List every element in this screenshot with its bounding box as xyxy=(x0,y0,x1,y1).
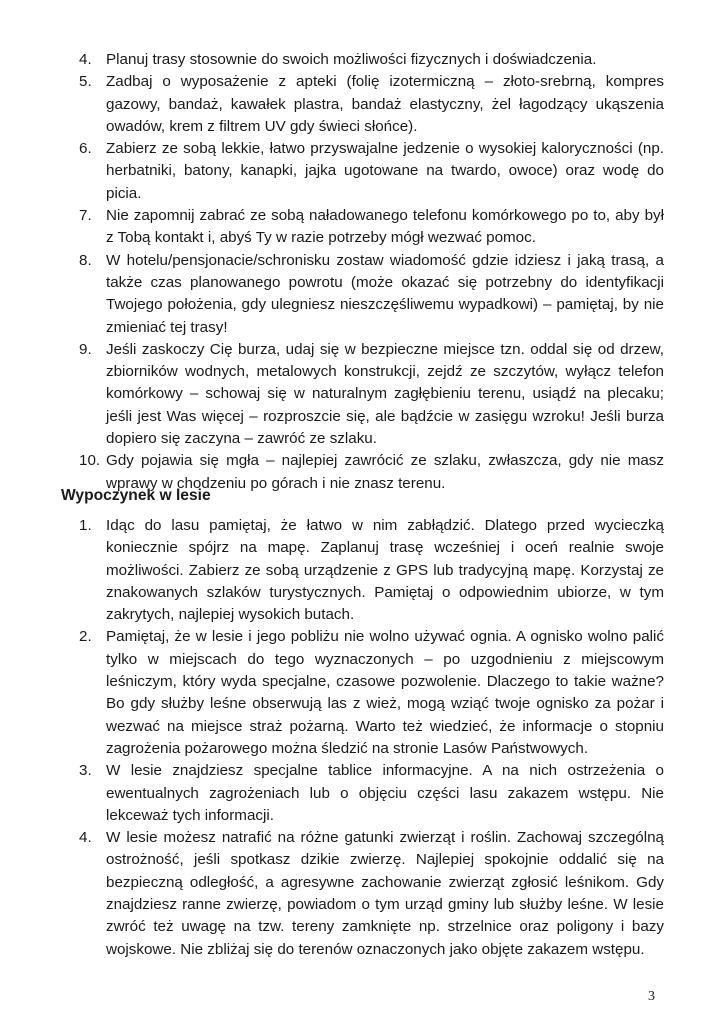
page-number: 3 xyxy=(648,989,655,1004)
item-text: W lesie możesz natrafić na różne gatunki zwierząt i roślin. Zachowaj szczególną ostrożność, jeśli spotkasz dzikie zwierzę. Najlepiej spokojnie oddalić się na bezpieczną odległość, a agresywne zachowanie zwierząt zgłosić leśnikom. Gdy znajdziesz ranne zwierzę, powiadom o tym urząd gminy lub służby leśne. W lesie zwróć też uwagę na tzw. tereny zamknięte np. strzelnice oraz poligony i bazy wojskowe. Nie zbliżaj się do terenów oznaczonych jako objęte zakazem wstępu. xyxy=(106,829,664,958)
list-item xyxy=(79,71,664,138)
item-number: 2. xyxy=(79,628,92,646)
section-heading: Wypoczynek w lesie xyxy=(61,487,211,504)
item-number: 3. xyxy=(79,762,92,780)
item-text: Jeśli zaskoczy Cię burza, udaj się w bezpieczne miejsce tzn. oddal się od drzew, zbiorników wodnych, metalowych konstrukcji, zejdź ze szczytów, wyłącz telefon komórkowy – schowaj się w naturalnym zagłębieniu terenu, usiądź na plecaku; jeśli jest Was więcej – rozproszcie się, ale bądźcie w zasięgu wzroku! Jeśli burza dopiero się zaczyna – zawróć ze szlaku. xyxy=(106,340,664,448)
item-number: 8. xyxy=(79,251,92,269)
item-text: Idąc do lasu pamiętaj, że łatwo w nim zabłądzić. Dlatego przed wycieczką koniecznie spójrz na mapę. Zaplanuj trasę wcześniej i oceń realnie swoje możliwości. Zabierz ze sobą urządzenie z GPS lub tradycyjną mapę. Korzystaj ze znakowanych szlaków turystycznych. Pamiętaj o odpowiednim ubiorze, w tym zakrytych, najlepiej wysokich butach. xyxy=(106,517,664,624)
list-item xyxy=(79,138,664,205)
item-text: Pamiętaj, że w lesie i jego pobliżu nie wolno używać ognia. A ognisko wolno palić tylko w miejscach do tego wyznaczonych – po uzgodnieniu z miejscowym leśniczym, który wyda specjalne, czasowe pozwolenie. Dlaczego to takie ważne? Bo gdy służby leśne obserwują las z wież, mogą wziąć twoje ognisko za pożar i wezwać na miejsce straż pożarną. Warto też wiedzieć, że informacje o stopniu zagrożenia pożarowego można śledzić na stronie Lasów Państwowych. xyxy=(106,628,664,757)
list-item xyxy=(79,760,664,827)
list-mountain-tips xyxy=(79,49,664,495)
item-number: 10. xyxy=(79,452,101,470)
item-text: Gdy pojawia się mgła – najlepiej zawrócić ze szlaku, zwłaszcza, gdy nie masz wprawy w chodzeniu po górach i nie znasz terenu. xyxy=(106,452,664,492)
list-forest-tips xyxy=(79,515,664,961)
item-text: Zadbaj o wyposażenie z apteki (folię izotermiczną – złoto-srebrną, kompres gazowy, bandaż, kawałek plastra, bandaż elastyczny, żel łagodzący ukąszenia owadów, krem z filtrem UV gdy świeci słońce). xyxy=(106,73,664,135)
list-item xyxy=(79,205,664,250)
list-item xyxy=(79,626,664,760)
item-text: Nie zapomnij zabrać ze sobą naładowanego telefonu komórkowego po to, aby był z Tobą kontakt i, abyś Ty w razie potrzeby mógł wezwać pomoc. xyxy=(106,207,664,247)
list-item xyxy=(79,827,664,961)
item-number: 5. xyxy=(79,73,92,91)
item-text: W hotelu/pensjonacie/schronisku zostaw wiadomość gdzie idziesz i jaką trasą, a także czas planowanego powrotu (może okazać się potrzebny do identyfikacji Twojego położenia, gdy ulegniesz nieszczęśliwemu wypadkowi) – pamiętaj, by nie zmieniać tej trasy! xyxy=(106,251,664,336)
list-item xyxy=(79,515,664,626)
list-item xyxy=(79,49,664,71)
list-item xyxy=(79,339,664,450)
item-number: 4. xyxy=(79,829,92,847)
item-number: 6. xyxy=(79,140,92,158)
item-text: Zabierz ze sobą lekkie, łatwo przyswajalne jedzenie o wysokiej kaloryczności (np. herbatniki, batony, kanapki, jajka ugotowane na twardo, owoce) oraz wodę do picia. xyxy=(106,140,664,202)
item-text: W lesie znajdziesz specjalne tablice informacyjne. A na nich ostrzeżenia o ewentualnych zagrożeniach lub o objęciu części lasu zakazem wstępu. Nie lekceważ tych informacji. xyxy=(106,762,664,824)
item-number: 4. xyxy=(79,51,92,68)
item-number: 1. xyxy=(79,517,92,534)
item-number: 7. xyxy=(79,207,92,225)
list-item xyxy=(79,250,664,339)
item-number: 9. xyxy=(79,340,92,358)
item-text: Planuj trasy stosownie do swoich możliwości fizycznych i doświadczenia. xyxy=(106,51,597,68)
